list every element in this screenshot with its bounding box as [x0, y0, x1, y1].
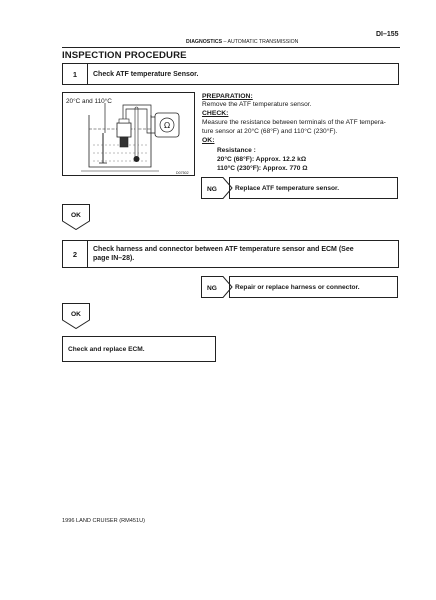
header-rule — [62, 47, 400, 48]
step-2-ng-label: NG — [207, 285, 217, 292]
check-text-line-1: Measure the resistance between terminals of the ATF tempera- — [202, 119, 386, 126]
ok-heading: OK: — [202, 137, 215, 144]
header-separator: – — [222, 39, 228, 45]
step-1-title: Check ATF temperature Sensor. — [93, 71, 199, 78]
figure-code: D07502 — [176, 171, 189, 175]
page-title: INSPECTION PROCEDURE — [62, 50, 187, 61]
step-2-number: 2 — [63, 241, 88, 267]
check-heading: CHECK: — [202, 110, 229, 117]
header-subsection: AUTOMATIC TRANSMISSION — [227, 39, 299, 45]
step-2-title-line-2: page IN–28). — [93, 255, 135, 262]
final-action-text: Check and replace ECM. — [68, 346, 145, 353]
step-2-ng-action — [229, 276, 398, 298]
step-1-box — [62, 63, 399, 85]
step-2-ok-label: OK — [71, 311, 81, 318]
header-section: DIAGNOSTICS — [186, 39, 223, 45]
resistance-110c: 110°C (230°F): Approx. 770 Ω — [217, 165, 308, 172]
check-text-line-2: ture sensor at 20°C (68°F) and 110°C (230°F). — [202, 128, 338, 135]
step-2-ng-action-text: Repair or replace harness or connector. — [235, 283, 360, 291]
running-header — [186, 39, 298, 45]
step-1-ng-label: NG — [207, 186, 217, 193]
step-1-ng-action-text: Replace ATF temperature sensor. — [235, 184, 340, 192]
step-2-ok-tag — [62, 303, 90, 329]
step-1-ok-label: OK — [71, 212, 81, 219]
step-2-title-line-1: Check harness and connector between ATF temperature sensor and ECM (See — [93, 246, 354, 253]
resistance-label: Resistance : — [217, 147, 256, 154]
ohm-symbol: Ω — [163, 121, 171, 130]
ohmmeter-sensor-illustration — [63, 93, 196, 177]
figure-temperature-label: 20°C and 110°C — [66, 98, 112, 105]
resistance-20c: 20°C (68°F): Approx. 12.2 kΩ — [217, 156, 307, 163]
preparation-heading: PREPARATION: — [202, 93, 253, 100]
page-number: DI–155 — [376, 31, 399, 38]
page-footer: 1996 LAND CRUISER (RM451U) — [62, 518, 145, 524]
step-1-ok-tag — [62, 204, 90, 230]
final-action-box — [62, 336, 216, 362]
preparation-text: Remove the ATF temperature sensor. — [202, 101, 312, 108]
step-1-number: 1 — [63, 64, 88, 84]
step-1-ng-action — [229, 177, 398, 199]
step-2-box — [62, 240, 399, 268]
